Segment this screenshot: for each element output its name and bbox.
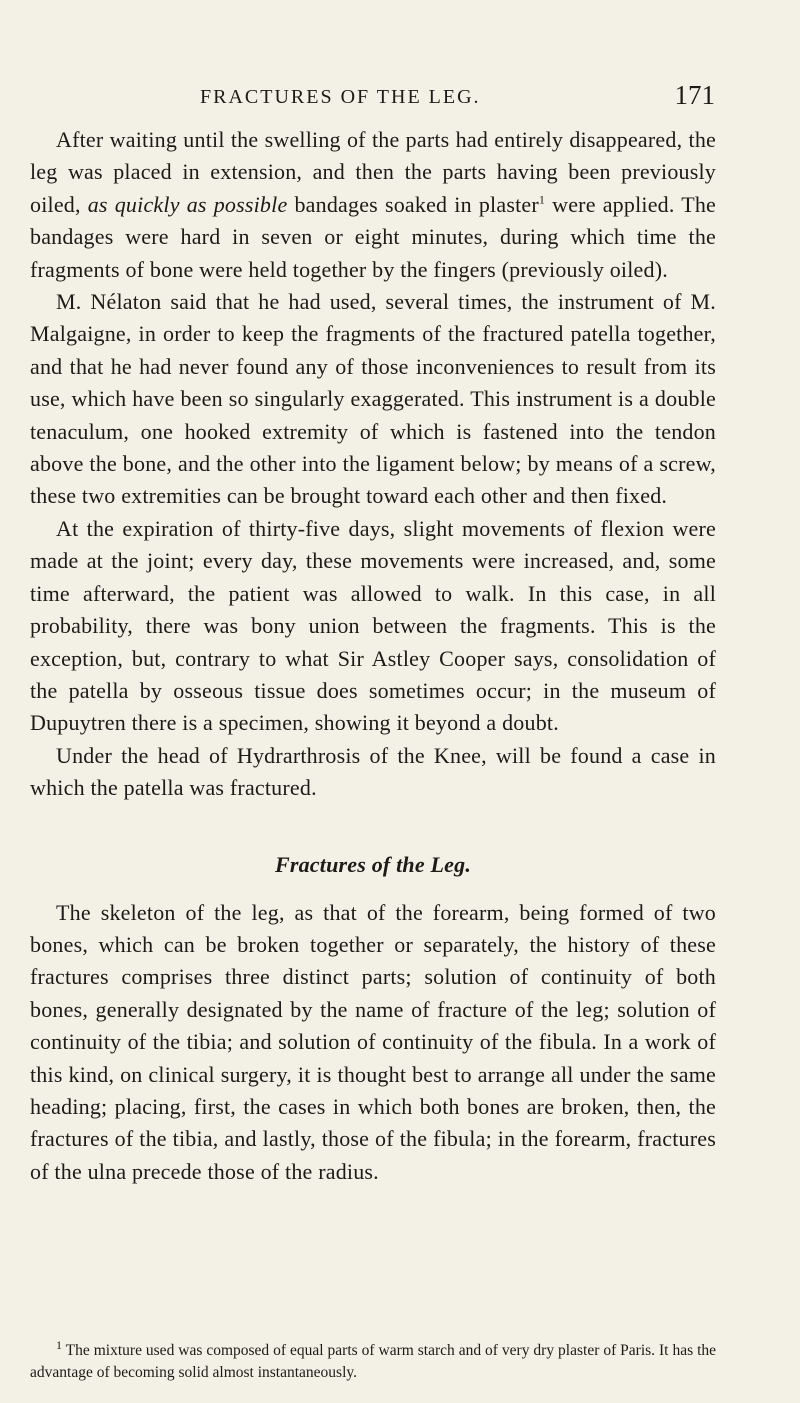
footnote-1 <box>30 1337 716 1384</box>
paragraph-3: At the expiration of thirty-five days, slight movements of flexion were made at the joint; every day, these movements were increased, and, some time afterward, the patient was allowed to walk. In this case, in all probability, there was bony union between the fragments. This is the exception, but, contrary to what Sir Astley Cooper says, consolidation of the patella by osseous tissue does sometimes occur; in the museum of Dupuytren there is a specimen, showing it beyond a doubt. <box>30 515 716 736</box>
paragraph-1-italic: as quickly as possible <box>87 191 288 217</box>
paragraph-1 <box>30 124 716 286</box>
paragraph-1-text-a: After waiting until the swelling of the parts had entirely disappeared, the leg was placed in extension, and then the parts having been previously oiled, <box>30 127 716 217</box>
footnote-reference: 1 <box>538 192 546 207</box>
paragraph-4: Under the head of Hydrarthrosis of the Knee, will be found a case in which the patella was fractured. <box>30 742 716 801</box>
footnote-text: The mixture used was composed of equal parts of warm starch and of very dry plaster of Paris. It has the advantage of becoming solid almost instantaneously. <box>30 1342 716 1381</box>
section-heading: Fractures of the Leg. <box>274 851 472 877</box>
page-header <box>175 80 715 120</box>
body-text <box>30 124 716 1188</box>
footnote-mark: 1 <box>56 1337 62 1352</box>
running-head: FRACTURES OF THE LEG. <box>200 86 481 108</box>
footnotes <box>30 1337 716 1384</box>
paragraph-1-text-b: bandages soaked in plaster <box>287 191 539 217</box>
paragraph-1-text-c: were applied. The bandages were hard in seven or eight minutes, during which time the fragments of bone were held together by the fingers (previously oiled). <box>30 191 717 282</box>
paragraph-2: M. Nélaton said that he had used, several times, the instrument of M. Malgaigne, in order to keep the fragments of the fractured patella together, and that he had never found any of those inconveniences to result from its use, which have been so singularly exaggerated. This instrument is a double tenaculum, one hooked extremity of which is fastened into the tendon above the bone, and the other into the ligament below; by means of a screw, these two extremities can be brought toward each other and then fixed. <box>30 289 716 509</box>
section-paragraph-1: The skeleton of the leg, as that of the forearm, being formed of two bones, which can be broken together or separately, the history of these fractures comprises three distinct parts; solution of continuity of both bones, generally designated by the name of fracture of the leg; solution of continuity of the tibia; and solution of continuity of the fibula. In a work of this kind, on clinical surgery, it is thought best to arrange all under the same heading; placing, first, the cases in which both bones are broken, then, the fractures of the tibia, and lastly, those of the fibula; in the forearm, fractures of the ulna precede those of the radius. <box>30 899 716 1184</box>
page-number: 171 <box>674 80 715 110</box>
